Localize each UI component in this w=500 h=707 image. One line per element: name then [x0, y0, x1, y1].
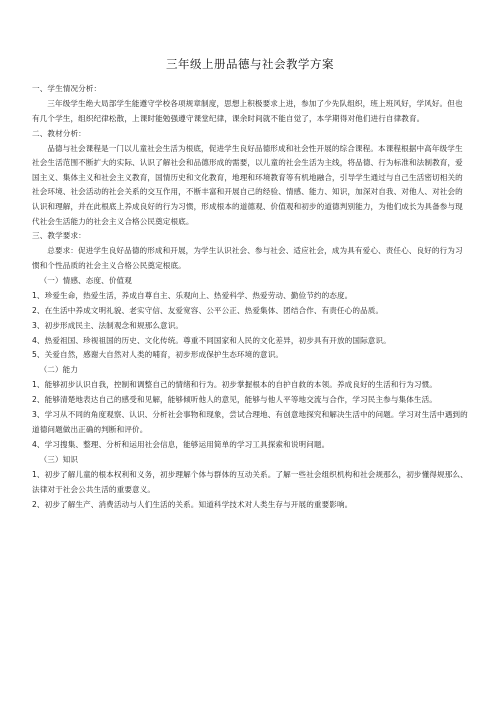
- list-item: 2、能够清楚地表达自己的感受和见解，能够倾听他人的意见，能够与他人平等地交流与合作，学习民主参与集体生活。: [32, 395, 437, 405]
- list-item: 3、初步形成民主、法制观念和规那么意识。: [32, 320, 184, 330]
- subsection-heading-emotion-attitude: （一）情感、态度、价值观: [39, 275, 132, 285]
- subsection-heading-ability: （二）能力: [39, 365, 79, 375]
- list-item: 3、学习从不同的角度观察、认识、分析社会事物和现象，尝试合理地、有创意地探究和解决生活中的问题。学习对生活中遇到的道德问题做出正确的判断和评价。: [32, 410, 468, 434]
- list-item: 2、在生活中养成文明礼貌、老实守信、友爱宽容、公平公正、热爱集体、团结合作、有责任心的品质。: [32, 305, 384, 315]
- list-item: 4、学习搜集、整理、分析和运用社会信息，能够运用简单的学习工具探索和说明问题。: [32, 439, 330, 449]
- subsection-heading-knowledge: （三）知识: [39, 454, 79, 464]
- list-item: 1、珍爱生命，热爱生活，养成自尊自主、乐观向上、热爱科学、热爱劳动、勤俭节约的态度。: [32, 290, 353, 300]
- list-item: 2、初步了解生产、消费活动与人们生活的关系。知道科学技术对人类生存与开展的重要影响。: [32, 499, 353, 509]
- list-item: 5、关爱自然，感谢大自然对人类的哺育，初步形成保护生态环境的意识。: [32, 350, 284, 360]
- section-heading-textbook-analysis: 二、教材分析：: [32, 128, 86, 138]
- list-item: 4、热爱祖国、珍视祖国的历史、文化传统。尊重不同国家和人民的文化差异，初步具有开放的国际意识。: [32, 335, 391, 345]
- document-body: [32, 82, 468, 512]
- paragraph-student-analysis: 三年级学生绝大局部学生能遵守学校各项规章制度，思想上积极要求上进，参加了少先队组织，班上班风好，学风好。但也有几个学生，组织纪律松散，上课时能勉强遵守课堂纪律，课余时间就不能自觉了，本学期得对他们进行自律教育。: [32, 98, 463, 123]
- list-item: 1、初步了解儿童的根本权利和义务，初步理解个体与群体的互动关系。了解一些社会组织机构和社会规那么，初步懂得规那么、法律对于社会公共生活的重要意义。: [32, 469, 468, 494]
- document-title: 三年级上册品德与社会教学方案: [166, 57, 334, 71]
- paragraph-general-requirement: 总要求：促进学生良好品德的形成和开展，为学生认识社会、参与社会、适应社会，成为具有爱心、责任心、良好的行为习惯和个性品质的社会主义合格公民奠定根底。: [32, 246, 463, 270]
- paragraph-textbook-analysis: 品德与社会课程是一门以儿童社会生活为根底，促进学生良好品德形成和社会性开展的综合课程。本课程根据中高年级学生社会生活范围不断扩大的实际、认识了解社会和品德形成的需要，以儿童的社会生活为主线，将品德、行为标准和法制教育，爱国主义、集体主义和社会主义教育，国情历史和文化教育，地理和环境教育等有机地融合，引导学生通过与自己生活密切相关的社会环境、社会活动的社会关系的交互作用，不断丰富和开展自己的经验、情感、能力、知识，加深对自我、对他人、对社会的认识和理解，并在此根底上养成良好的行为习惯，形成根本的道德观、价值观和初步的道德判别能力，为他们成长为具备参与现代社会生活能力的社会主义合格公民奠定根底。: [32, 143, 463, 226]
- section-heading-teaching-requirements: 三、教学要求：: [32, 231, 86, 241]
- section-heading-student-analysis: 一、学生情况分析：: [32, 84, 102, 93]
- list-item: 1、能够初步认识自我，控制和调整自己的情绪和行为。初步掌握根本的自护自救的本领。养成良好的生活和行为习惯。: [32, 380, 437, 390]
